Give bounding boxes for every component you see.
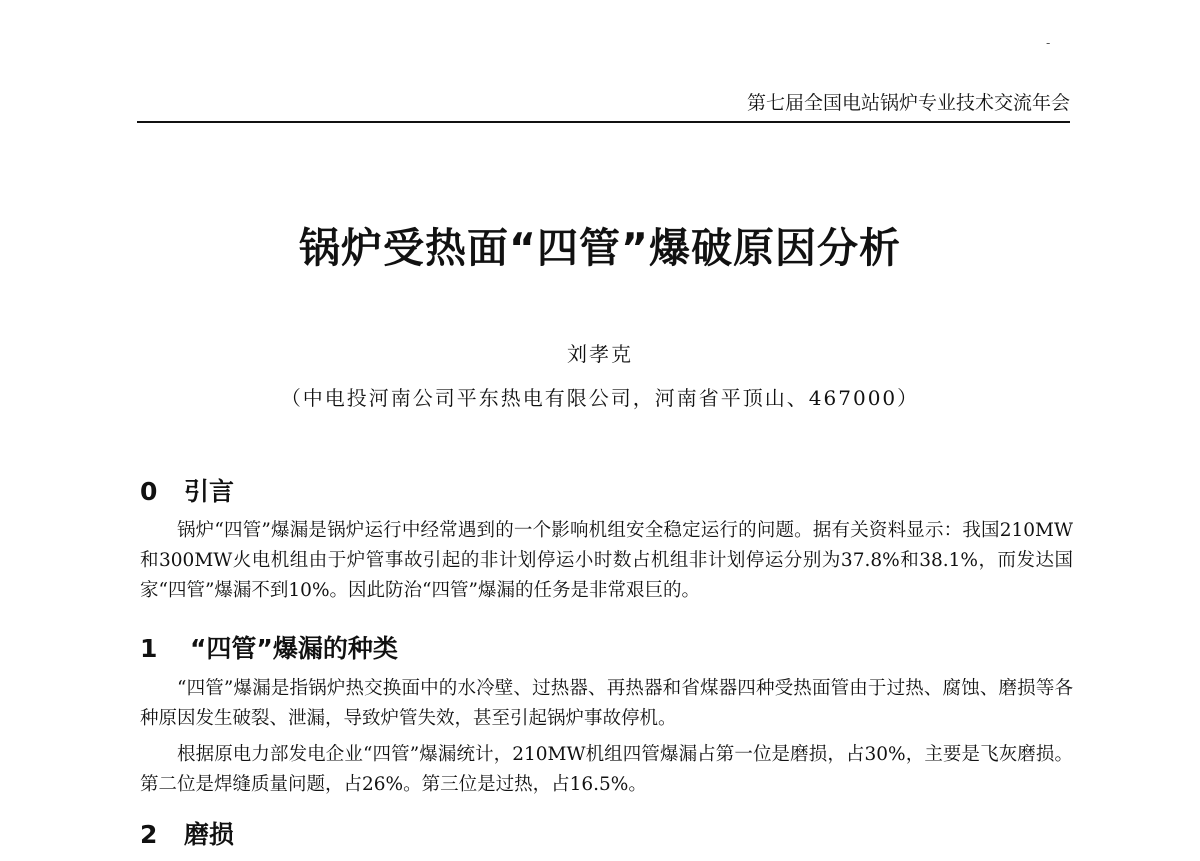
page-corner-mark: - bbox=[1046, 36, 1051, 50]
section-heading-introduction bbox=[140, 472, 234, 508]
section-number: 1 bbox=[140, 634, 158, 663]
running-header: 第七届全国电站锅炉专业技术交流年会 bbox=[746, 92, 1070, 114]
section-number: 2 bbox=[140, 820, 158, 849]
paragraph: 根据原电力部发电企业“四管”爆漏统计，210MW机组四管爆漏占第一位是磨损，占30%，主要是飞灰磨损。第二位是焊缝质量问题，占26%。第三位是过热，占16.5%。 bbox=[140, 744, 1073, 795]
section-heading-types bbox=[140, 629, 398, 665]
paragraph: “四管”爆漏是指锅炉热交换面中的水冷壁、过热器、再热器和省煤器四种受热面管由于过热、腐蚀、磨损等各种原因发生破裂、泄漏，导致炉管失效，甚至引起锅炉事故停机。 bbox=[140, 678, 1073, 729]
section-number: 0 bbox=[140, 477, 158, 506]
author-name: 刘孝克 bbox=[567, 342, 633, 366]
paper-title: 锅炉受热面“四管”爆破原因分析 bbox=[299, 224, 901, 272]
section-title: 磨损 bbox=[184, 820, 235, 849]
header-rule bbox=[137, 121, 1070, 123]
section-heading-wear bbox=[140, 815, 234, 851]
section-title: 引言 bbox=[184, 477, 235, 506]
section-title: “四管”爆漏的种类 bbox=[190, 634, 398, 663]
paragraph: 锅炉“四管”爆漏是锅炉运行中经常遇到的一个影响机组安全稳定运行的问题。据有关资料显示：我国210MW和300MW火电机组由于炉管事故引起的非计划停运小时数占机组非计划停运分别为37.8%和38.1%，而发达国家“四管”爆漏不到10%。因此防治“四管”爆漏的任务是非常艰巨的。 bbox=[140, 520, 1073, 601]
author-affiliation: （中电投河南公司平东热电有限公司，河南省平顶山、467000） bbox=[280, 386, 920, 410]
